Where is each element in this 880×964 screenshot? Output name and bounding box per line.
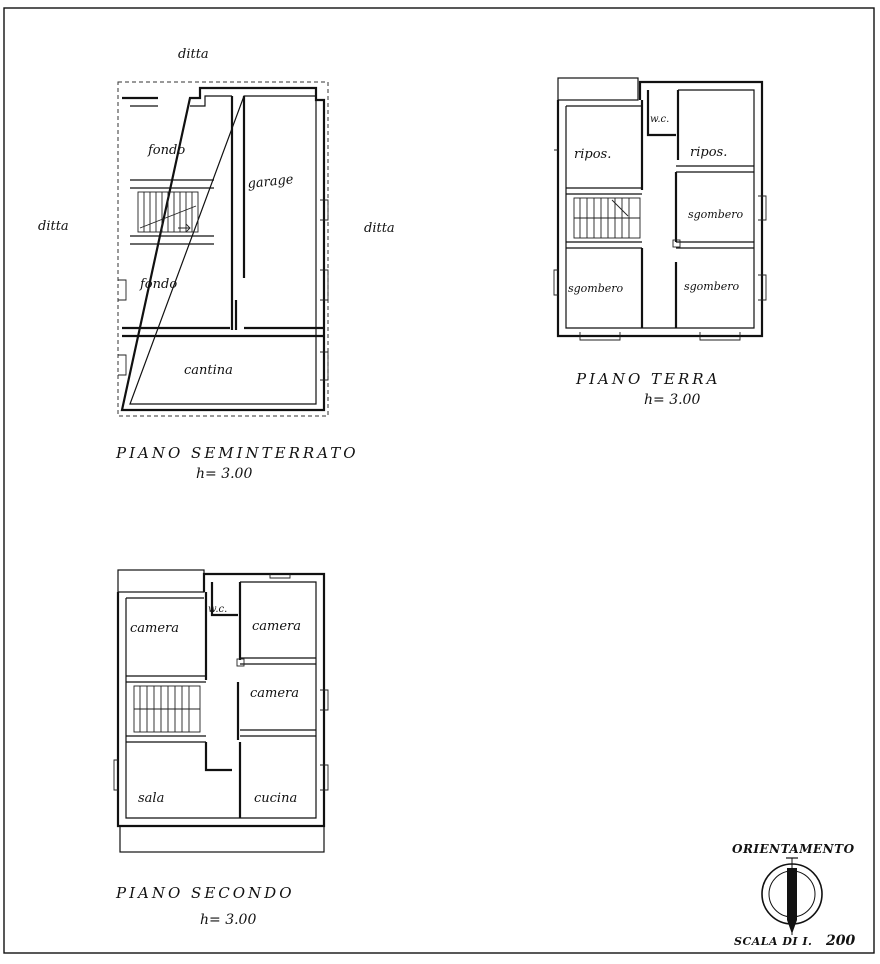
balcony-top-secondo (118, 570, 204, 592)
room-garage: garage (246, 172, 295, 192)
room-ripos-left: ripos. (574, 147, 612, 162)
room-fondo-top: fondo (148, 143, 186, 158)
neighbor-right: ditta (364, 221, 395, 236)
scale-value: 200 (826, 933, 856, 949)
plan-seminterrato (38, 47, 395, 482)
room-sala: sala (138, 791, 165, 806)
room-cucina: cucina (254, 791, 298, 806)
plan-title-seminterrato: PIANO SEMINTERRATO (116, 444, 359, 462)
cantina-wall (122, 328, 324, 336)
plan-height-seminterrato: h= 3.00 (196, 466, 253, 482)
column-secondo (237, 659, 244, 666)
room-fondo-bottom: fondo (140, 277, 178, 292)
room-camera-right-mid: camera (250, 686, 300, 701)
room-camera-left: camera (130, 621, 180, 636)
corridor-walls-terra (642, 172, 676, 328)
plan-height-secondo: h= 3.00 (200, 912, 257, 928)
neighbor-top: ditta (178, 47, 209, 62)
corridor-walls-secondo (206, 682, 240, 818)
wc-walls-secondo (206, 582, 240, 680)
plan-secondo (114, 570, 328, 928)
scale-label: SCALA DI I. (734, 935, 813, 948)
orientation-label: ORIENTAMENTO (732, 842, 855, 856)
stairs-seminterrato (138, 192, 198, 232)
room-cantina: cantina (184, 363, 233, 378)
room-sgombero-left: sgombero (568, 282, 624, 295)
room-wc-secondo: w.c. (208, 604, 228, 615)
balcony-bottom-secondo (120, 826, 324, 852)
plan-height-terra: h= 3.00 (644, 392, 701, 408)
plan-terra (554, 78, 766, 408)
stairs-secondo (134, 686, 200, 732)
sheet-border (4, 8, 874, 953)
outer-walls (122, 88, 324, 410)
room-ripos-right: ripos. (690, 145, 728, 160)
plan-title-terra: PIANO TERRA (576, 370, 721, 388)
room-sgombero-right-bottom: sgombero (684, 280, 740, 293)
room-camera-right-top: camera (252, 619, 302, 634)
wc-walls (642, 90, 678, 190)
room-wc-terra: w.c. (650, 114, 670, 125)
north-arrow-icon (762, 858, 822, 935)
room-sgombero-right-top: sgombero (688, 208, 744, 221)
garage-wall (232, 96, 244, 330)
balcony-terra (558, 78, 638, 100)
plan-title-secondo: PIANO SECONDO (116, 884, 295, 902)
orientation-block (732, 842, 855, 949)
stairs-terra (574, 198, 640, 238)
windows-terra (554, 150, 766, 340)
neighbor-left: ditta (38, 219, 69, 234)
